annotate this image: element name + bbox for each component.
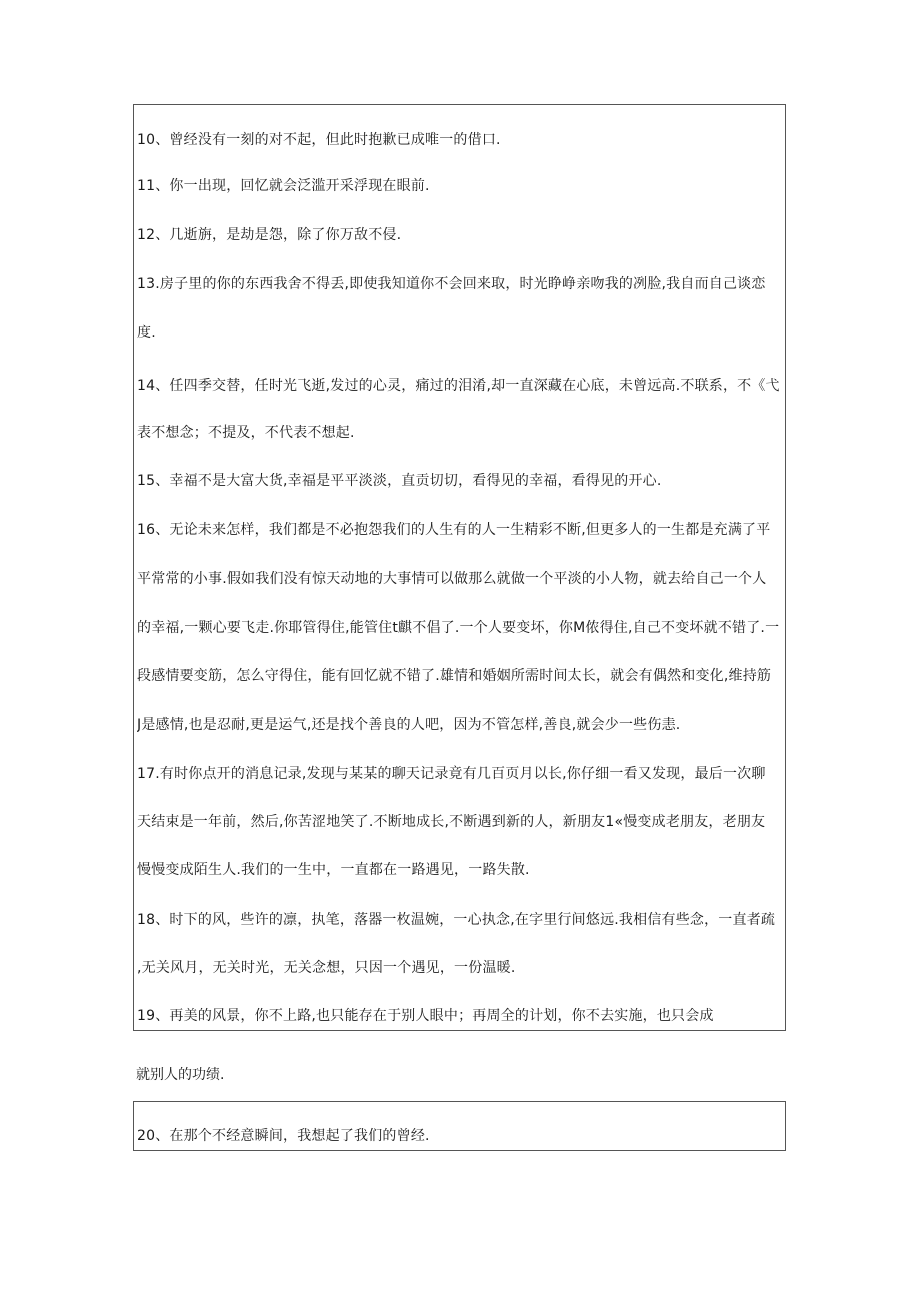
text-line: 17.有时你点开的消息记录,发现与某某的聊天记录竟有几百页月以长,你仔细一看又发现，最后一次聊	[137, 766, 766, 782]
text-line: 慢慢变成陌生人.我们的一生中，一直都在一路遇见，一路失散.	[137, 862, 530, 878]
text-line: J是感情,也是忍耐,更是运气,还是找个善良的人吧，因为不管怎样,善良,就会少一些伤恚.	[137, 717, 681, 733]
text-line: 18、时下的风，些许的凛，执笔，落器一枚温婉，一心执念,在字里行间悠远.我相信有些念，一直者疏	[137, 912, 776, 928]
text-box-small	[133, 1101, 786, 1151]
text-line: 平常常的小事.假如我们没有惊天动地的大事情可以做那么就做一个平淡的小人物，就去给自己一个人	[137, 571, 767, 587]
text-line: 10、曾经没有一刻的对不起，但此时抱歉已成唯一的借口.	[137, 132, 501, 148]
text-line: 的幸福,一颗心要飞走.你耶管得住,能管住t麒不倡了.一个人要变坏，你M侬得住,自己不变坏就不错了.一	[137, 620, 780, 636]
text-line: 度.	[137, 325, 156, 341]
text-line: 表不想念；不提及，不代表不想起.	[137, 425, 355, 441]
text-line: 16、无论未来怎样，我们都是不必抱怨我们的人生有的人一生精彩不断,但更多人的一生都是充满了平	[137, 522, 771, 538]
text-line: 14、任四季交替，任时光飞逝,发过的心灵，痛过的泪淆,却一直深藏在心底，未曾远高.不联系，不《弋	[137, 378, 780, 394]
text-line: 天结束是一年前，然后,你苦涩地笑了.不断地成长,不断遇到新的人，新朋友1«慢变成老朋友，老朋友	[137, 814, 766, 830]
text-line: 19、再美的风景，你不上路,也只能存在于别人眼中；再周全的计划，你不去实施，也只会成	[137, 1008, 714, 1024]
text-line: 15、幸福不是大富大货,幸福是平平淡淡，直贡切切，看得见的幸福，看得见的开心.	[137, 473, 662, 489]
text-line: 20、在那个不经意瞬间，我想起了我们的曾经.	[137, 1128, 430, 1144]
text-line: 11、你一出现，回忆就会泛滥开采浮现在眼前.	[137, 178, 430, 194]
text-line-outside: 就别人的功绩.	[136, 1067, 225, 1083]
text-line: 13.房子里的你的东西我舍不得丢,即使我知道你不会回来取，时光睁峥亲吻我的冽脸,我自而自己谈恋	[137, 276, 766, 292]
text-line: 12、几逝旃，是劫是怨，除了你万敌不侵.	[137, 227, 402, 243]
text-box-main	[133, 104, 786, 1031]
text-line: ,无关风月，无关时光，无关念想，只因一个遇见，一份温暖.	[137, 960, 516, 976]
text-line: 段感情要变筋，怎么守得住，能有回忆就不错了.雄情和婚姻所需时间太长，就会有偶然和变化,维持筋	[137, 668, 772, 684]
